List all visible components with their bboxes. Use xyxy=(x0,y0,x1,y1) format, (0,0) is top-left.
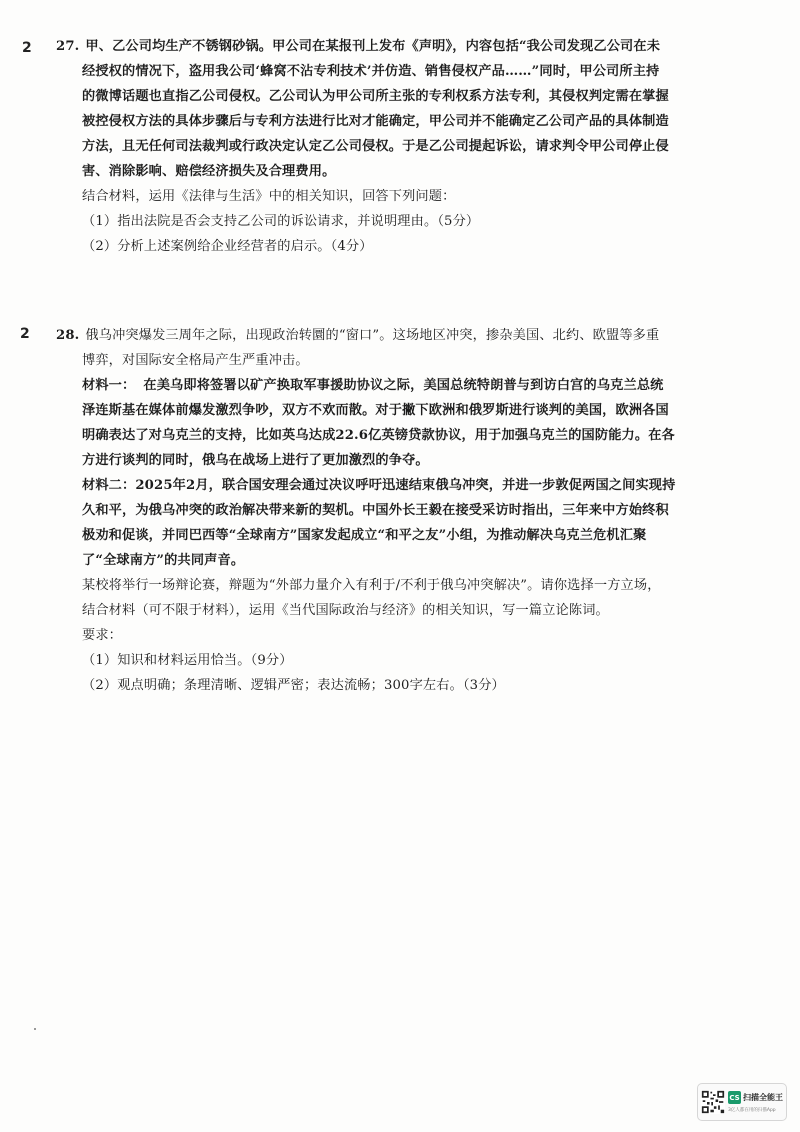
q28-requirements-label: 要求： xyxy=(82,628,123,643)
q28-requirement-1: （1）知识和材料运用恰当。（9分） xyxy=(82,653,293,668)
q28-intro-text-1: 俄乌冲突爆发三周年之际，出现政治转圜的“窗口”。这场地区冲突，掺杂美国、北约、欧盟等多重 xyxy=(85,328,660,343)
q27-line-2: 经授权的情况下，盗用我公司‘蜂窝不沾专利技术’并仿造、销售侵权产品……”同时，甲公司所主持 xyxy=(82,64,660,79)
q28-material-2-line-3: 极劝和促谈，并同巴西等“全球南方”国家发起成立“和平之友”小组，为推动解决乌克兰危机汇聚 xyxy=(82,528,647,543)
q27-prompt: 结合材料，运用《法律与生活》中的相关知识，回答下列问题： xyxy=(82,189,456,204)
margin-mark-2: 2 xyxy=(20,326,30,342)
q28-intro-1 xyxy=(56,323,756,348)
q27-line-4: 被控侵权方法的具体步骤后与专利方法进行比对才能确定，甲公司并不能确定乙公司产品的具体制造 xyxy=(82,114,669,129)
q28-number: 28. xyxy=(56,328,80,343)
q27-line-6: 害、消除影响、赔偿经济损失及合理费用。 xyxy=(82,164,336,179)
q28-material-1-line-2: 泽连斯基在媒体前爆发激烈争吵，双方不欢而散。对于撇下欧洲和俄罗斯进行谈判的美国，欧洲各国 xyxy=(82,403,669,418)
material-1-label: 材料一： xyxy=(82,378,136,393)
q28-task-2: 结合材料（可不限于材料），运用《当代国际政治与经济》的相关知识，写一篇立论陈词。 xyxy=(82,603,609,618)
question-27 xyxy=(56,34,756,259)
cs-logo-icon: CS xyxy=(728,1091,741,1104)
badge-top-row xyxy=(728,1091,783,1104)
q27-sub-2: （2）分析上述案例给企业经营者的启示。（4分） xyxy=(82,239,373,254)
scanner-watermark-badge xyxy=(697,1083,787,1121)
q28-material-1-line-3: 明确表达了对乌克兰的支持，比如英乌达成22.6亿英镑贷款协议，用于加强乌克兰的国防能力。在各 xyxy=(82,428,675,443)
q27-line-3: 的微博话题也直指乙公司侵权。乙公司认为甲公司所主张的专利权系方法专利，其侵权判定需在掌握 xyxy=(82,89,669,104)
q28-intro-2: 博弈，对国际安全格局产生严重冲击。 xyxy=(82,353,309,368)
material-2-text-1: 2025年2月，联合国安理会通过决议呼吁迅速结束俄乌冲突，并进一步敦促两国之间实现持 xyxy=(135,478,676,493)
scan-speck xyxy=(34,1028,36,1030)
q27-sub-1: （1）指出法院是否会支持乙公司的诉讼请求，并说明理由。（5分） xyxy=(82,214,480,229)
q27-line-1 xyxy=(56,34,756,59)
q28-material-2-line-2: 久和平，为俄乌冲突的政治解决带来新的契机。中国外长王毅在接受采访时指出，三年来中方始终积 xyxy=(82,503,669,518)
q27-line-5: 方法，且无任何司法裁判或行政决定认定乙公司侵权。于是乙公司提起诉讼，请求判令甲公司停止侵 xyxy=(82,139,669,154)
badge-subtitle: 3亿人都在用的扫描App xyxy=(728,1108,776,1113)
q27-text-1: 甲、乙公司均生产不锈钢砂锅。甲公司在某报刊上发布《声明》，内容包括“我公司发现乙公司在未 xyxy=(85,39,661,54)
material-2-label: 材料二： xyxy=(82,478,136,493)
material-1-text-1: 在美乌即将签署以矿产换取军事援助协议之际，美国总统特朗普与到访白宫的乌克兰总统 xyxy=(143,378,664,393)
q27-number: 27. xyxy=(56,39,80,54)
q28-material-1-line-4: 方进行谈判的同时，俄乌在战场上进行了更加激烈的争夺。 xyxy=(82,453,429,468)
q28-requirement-2: （2）观点明确；条理清晰、逻辑严密；表达流畅；300字左右。（3分） xyxy=(82,678,505,693)
q28-task-1: 某校将举行一场辩论赛，辩题为“外部力量介入有利于/不利于俄乌冲突解决”。请你选择一方立场， xyxy=(82,578,661,593)
qr-code-icon xyxy=(701,1088,725,1116)
margin-mark-1: 2 xyxy=(22,40,32,56)
question-28 xyxy=(56,323,756,698)
badge-text xyxy=(728,1091,783,1113)
q28-material-2-line-1 xyxy=(56,473,756,498)
badge-title: 扫描全能王 xyxy=(743,1093,783,1102)
q28-material-1-line-1 xyxy=(56,373,756,398)
q28-material-2-line-4: 了“全球南方”的共同声音。 xyxy=(82,553,245,568)
